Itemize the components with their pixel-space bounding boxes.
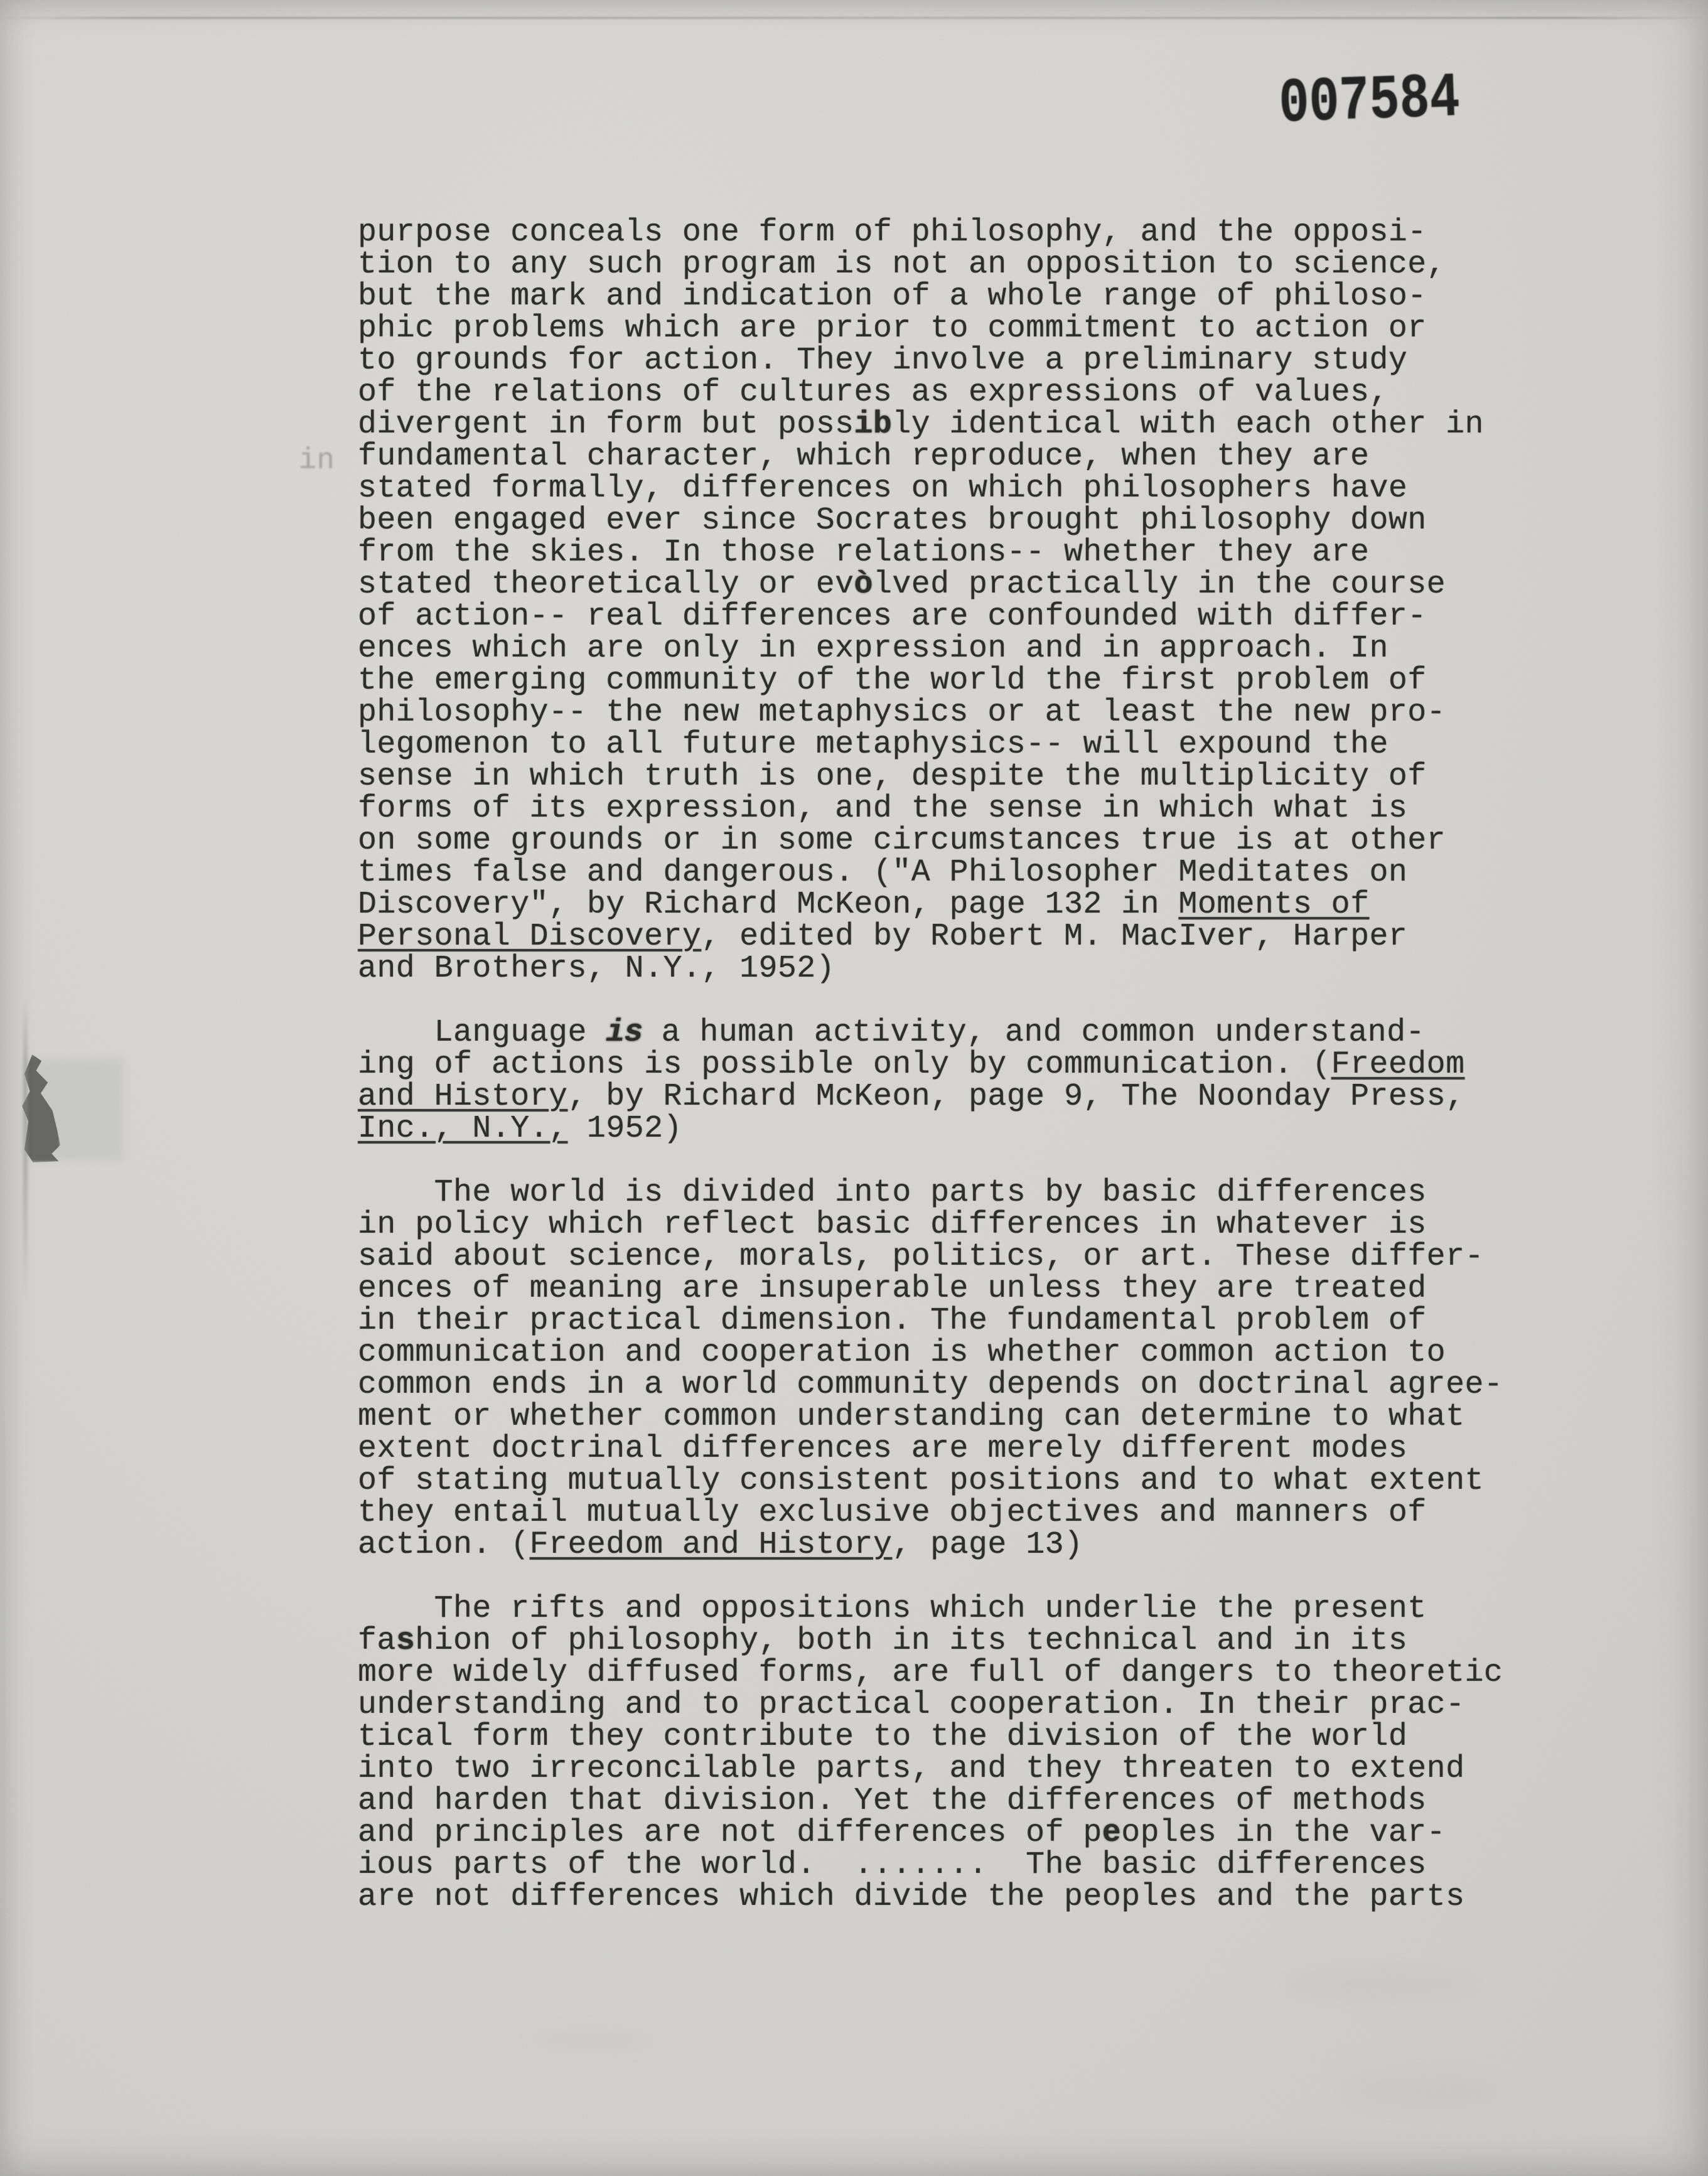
text-segment: times false and dangerous. ("A Philosopher Meditates on xyxy=(358,855,1408,891)
emphasized-text: Freedom and History xyxy=(529,1527,893,1563)
text-line xyxy=(358,1401,1550,1433)
emphasized-text: ib xyxy=(854,407,893,442)
text-line xyxy=(358,601,1550,633)
text-line xyxy=(358,409,1550,441)
text-line xyxy=(358,1497,1550,1529)
text-segment: , edited by Robert M. MacIver, Harper xyxy=(701,919,1408,955)
emphasized-text: e xyxy=(1102,1815,1122,1851)
text-segment: and Brothers, N.Y., 1952) xyxy=(358,951,835,987)
text-line xyxy=(358,953,1550,985)
text-segment: ly identical with each other in xyxy=(892,407,1484,442)
text-line xyxy=(358,441,1550,473)
text-segment: lved practically in the course xyxy=(873,567,1446,603)
text-line xyxy=(358,217,1550,249)
text-segment: been engaged ever since Socrates brought philosophy down xyxy=(358,503,1427,539)
text-segment: ing of actions is possible only by communication. ( xyxy=(358,1047,1331,1083)
text-segment: common ends in a world community depends on doctrinal agree- xyxy=(358,1367,1503,1403)
text-segment: extent doctrinal differences are merely different modes xyxy=(358,1431,1408,1467)
text-line xyxy=(358,377,1550,409)
text-line xyxy=(358,1305,1550,1337)
text-segment: The rifts and oppositions which underlie the present xyxy=(358,1591,1427,1627)
text-line xyxy=(358,857,1550,889)
blank-line xyxy=(358,1145,1550,1177)
text-line xyxy=(358,1785,1550,1817)
text-segment: but the mark and indication of a whole range of philoso- xyxy=(358,279,1427,314)
text-segment: understanding and to practical cooperation. In their prac- xyxy=(358,1687,1465,1723)
paper-crease-line xyxy=(0,17,1708,19)
blank-line xyxy=(358,1561,1550,1593)
text-line xyxy=(358,1433,1550,1465)
text-segment: philosophy-- the new metaphysics or at least the new pro- xyxy=(358,695,1446,731)
text-segment: ment or whether common understanding can determine to what xyxy=(358,1399,1465,1435)
text-segment: action. ( xyxy=(358,1527,530,1563)
text-segment: on some grounds or in some circumstances true is at other xyxy=(358,823,1446,859)
text-segment: phic problems which are prior to commitment to action or xyxy=(358,311,1427,346)
text-segment: and harden that division. Yet the differences of methods xyxy=(358,1783,1427,1819)
text-line xyxy=(358,249,1550,281)
text-segment: they entail mutually exclusive objectives and manners of xyxy=(358,1495,1427,1531)
text-segment: stated formally, differences on which philosophers have xyxy=(358,471,1408,506)
text-segment: in their practical dimension. The fundamental problem of xyxy=(358,1303,1427,1339)
text-line xyxy=(358,921,1550,953)
text-segment: oples in the var- xyxy=(1121,1815,1446,1851)
text-segment: of the relations of cultures as expressions of values, xyxy=(358,375,1388,410)
text-segment: a human activity, and common understand- xyxy=(642,1015,1425,1051)
text-segment: the emerging community of the world the first problem of xyxy=(358,663,1427,699)
text-segment: more widely diffused forms, are full of dangers to theoretic xyxy=(358,1655,1503,1691)
text-segment: ious parts of the world. ....... The basic differences xyxy=(358,1847,1427,1883)
text-segment: Discovery", by Richard McKeon, page 132 in xyxy=(358,887,1179,923)
text-line xyxy=(358,1273,1550,1305)
text-segment: divergent in form but poss xyxy=(358,407,854,442)
text-line xyxy=(358,537,1550,569)
text-segment: ences of meaning are insuperable unless they are treated xyxy=(358,1271,1427,1307)
text-line xyxy=(358,569,1550,601)
text-line xyxy=(358,825,1550,857)
text-line xyxy=(358,1465,1550,1497)
text-line xyxy=(358,697,1550,729)
text-line xyxy=(358,633,1550,665)
emphasized-text: s xyxy=(395,1623,416,1659)
text-line xyxy=(358,1113,1550,1145)
text-segment: forms of its expression, and the sense in which what is xyxy=(358,791,1408,827)
text-line xyxy=(358,1657,1550,1689)
stamp-number: 007584 xyxy=(1277,63,1461,141)
text-line xyxy=(358,665,1550,697)
text-line xyxy=(358,1849,1550,1881)
emphasized-text: and History xyxy=(358,1079,568,1115)
text-segment: The world is divided into parts by basic differences xyxy=(358,1175,1427,1211)
text-line xyxy=(358,1625,1550,1657)
emphasized-text: Moments of xyxy=(1178,887,1370,923)
text-line xyxy=(358,313,1550,345)
text-line xyxy=(358,761,1550,793)
text-line xyxy=(358,473,1550,505)
text-segment: tical form they contribute to the division of the world xyxy=(358,1719,1408,1755)
text-line xyxy=(358,1689,1550,1721)
text-segment: purpose conceals one form of philosophy, and the opposi- xyxy=(358,215,1427,250)
emphasized-text: Freedom xyxy=(1331,1047,1465,1083)
text-segment: of action-- real differences are confounded with differ- xyxy=(358,599,1427,635)
emphasized-text: ò xyxy=(854,567,873,603)
left-edge-streak xyxy=(23,998,28,1299)
text-line xyxy=(358,281,1550,313)
emphasized-text: Personal Discovery xyxy=(358,919,702,955)
text-segment: stated theoretically or ev xyxy=(358,567,854,603)
text-line xyxy=(358,1209,1550,1241)
text-line xyxy=(358,1881,1550,1913)
text-line xyxy=(358,1721,1550,1753)
text-line xyxy=(358,1529,1550,1561)
text-line xyxy=(358,1081,1550,1113)
text-line xyxy=(358,1017,1550,1049)
text-segment: , by Richard McKeon, page 9, The Noonday Press, xyxy=(567,1079,1465,1115)
faint-smudge xyxy=(1343,2071,1507,2111)
text-segment: hion of philosophy, both in its technical and in its xyxy=(415,1623,1408,1659)
text-line xyxy=(358,505,1550,537)
text-segment: sense in which truth is one, despite the multiplicity of xyxy=(358,759,1427,795)
text-segment: ences which are only in expression and in approach. In xyxy=(358,631,1388,667)
text-segment: legomenon to all future metaphysics-- will expound the xyxy=(358,727,1388,763)
text-segment: to grounds for action. They involve a preliminary study xyxy=(358,343,1408,378)
text-segment: fundamental character, which reproduce, when they are xyxy=(358,439,1370,474)
text-segment: are not differences which divide the peoples and the parts xyxy=(358,1879,1465,1915)
text-line xyxy=(358,793,1550,825)
text-segment: and principles are not differences of p xyxy=(358,1815,1102,1851)
text-segment: from the skies. In those relations-- whether they are xyxy=(358,535,1370,571)
text-segment: fa xyxy=(358,1623,396,1659)
faint-smudge xyxy=(1287,1971,1475,1997)
text-line xyxy=(358,1369,1550,1401)
text-line xyxy=(358,889,1550,921)
emphasized-text: Inc., N.Y., xyxy=(358,1111,568,1147)
text-segment: communication and cooperation is whether common action to xyxy=(358,1335,1446,1371)
text-line xyxy=(358,1337,1550,1369)
text-line xyxy=(358,1817,1550,1849)
text-line xyxy=(358,1177,1550,1209)
text-segment: said about science, morals, politics, or art. These differ- xyxy=(358,1239,1484,1275)
text-segment: into two irreconcilable parts, and they threaten to extend xyxy=(358,1751,1465,1787)
text-line xyxy=(358,345,1550,377)
text-segment: 1952) xyxy=(567,1111,682,1147)
emphasized-text: is xyxy=(606,1015,643,1051)
text-segment: of stating mutually consistent positions and to what extent xyxy=(358,1463,1484,1499)
text-segment: , page 13) xyxy=(892,1527,1083,1563)
faint-smudge xyxy=(527,2027,659,2052)
margin-ghost-text: in xyxy=(299,444,335,478)
text-line xyxy=(358,729,1550,761)
text-line xyxy=(358,1593,1550,1625)
text-segment: tion to any such program is not an opposition to science, xyxy=(358,247,1446,282)
text-segment: Language xyxy=(358,1015,606,1051)
text-line xyxy=(358,1049,1550,1081)
text-segment: in policy which reflect basic differences in whatever is xyxy=(358,1207,1427,1243)
text-line xyxy=(358,1753,1550,1785)
blank-line xyxy=(358,985,1550,1017)
typewritten-text-block xyxy=(358,217,1550,1913)
text-line xyxy=(358,1241,1550,1273)
